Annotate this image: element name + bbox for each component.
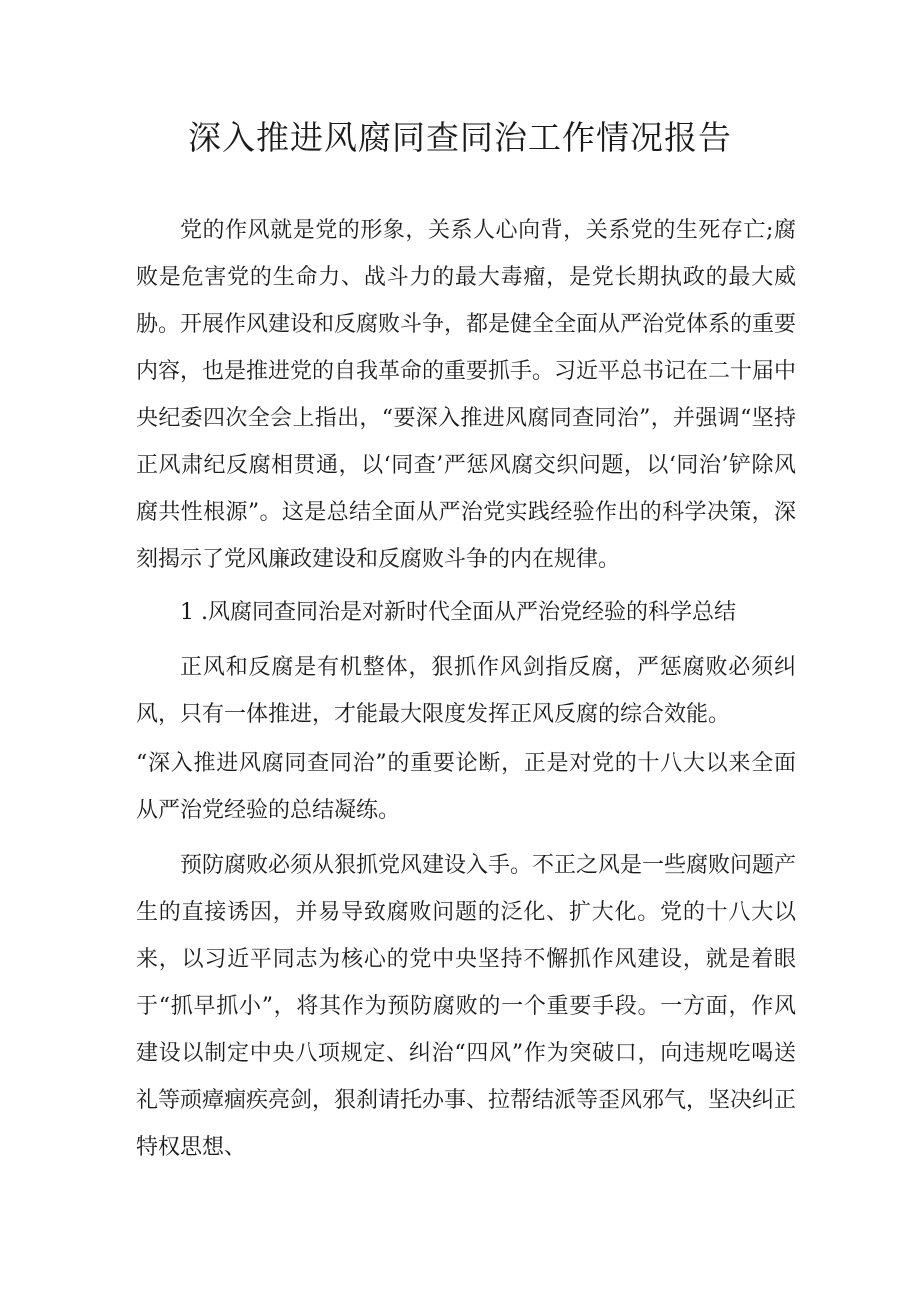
section-heading-1: 1 .风腐同查同治是对新时代全面从严治党经验的科学总结 bbox=[180, 600, 736, 625]
paragraph-4: 预防腐败必须从狠抓党风建设入手。不正之风是一些腐败问题产生的直接诱因，并易导致腐败问题的泛化、扩大化。党的十八大以来，以习近平同志为核心的党中央坚持不懈抓作风建设，就是着眼于“抓早抓小”，将其作为预防腐败的一个重要手段。一方面，作风建设以制定中央八项规定、纠治“四风”作为突破口，向违规吃喝送礼等顽瘴痼疾亮剑，狠刹请托办事、拉帮结派等歪风邪气，坚决纠正特权思想、 bbox=[136, 853, 797, 1160]
paragraph-intro: 党的作风就是党的形象，关系人心向背，关系党的生死存亡;腐败是危害党的生命力、战斗力的最大毒瘤，是党长期执政的最大威胁。开展作风建设和反腐败斗争，都是健全全面从严治党体系的重要内容，也是推进党的自我革命的重要抓手。习近平总书记在二十届中央纪委四次全会上指出，“要深入推进风腐同查同治”，并强调“坚持正风肃纪反腐相贯通，以‘同查’严惩风腐交织问题，以‘同治’铲除风腐共性根源”。这是总结全面从严治党实践经验作出的科学决策，深刻揭示了党风廉政建设和反腐败斗争的内在规律。 bbox=[136, 218, 797, 572]
document-title: 深入推进风腐同查同治工作情况报告 bbox=[188, 118, 732, 157]
paragraph-3: “深入推进风腐同查同治”的重要论断，正是对党的十八大以来全面从严治党经验的总结凝练。 bbox=[136, 751, 796, 823]
document-body bbox=[136, 207, 796, 1171]
paragraph-2: 正风和反腐是有机整体，狠抓作风剑指反腐，严惩腐败必须纠风，只有一体推进，才能最大限度发挥正风反腐的综合效能。 bbox=[136, 655, 796, 727]
